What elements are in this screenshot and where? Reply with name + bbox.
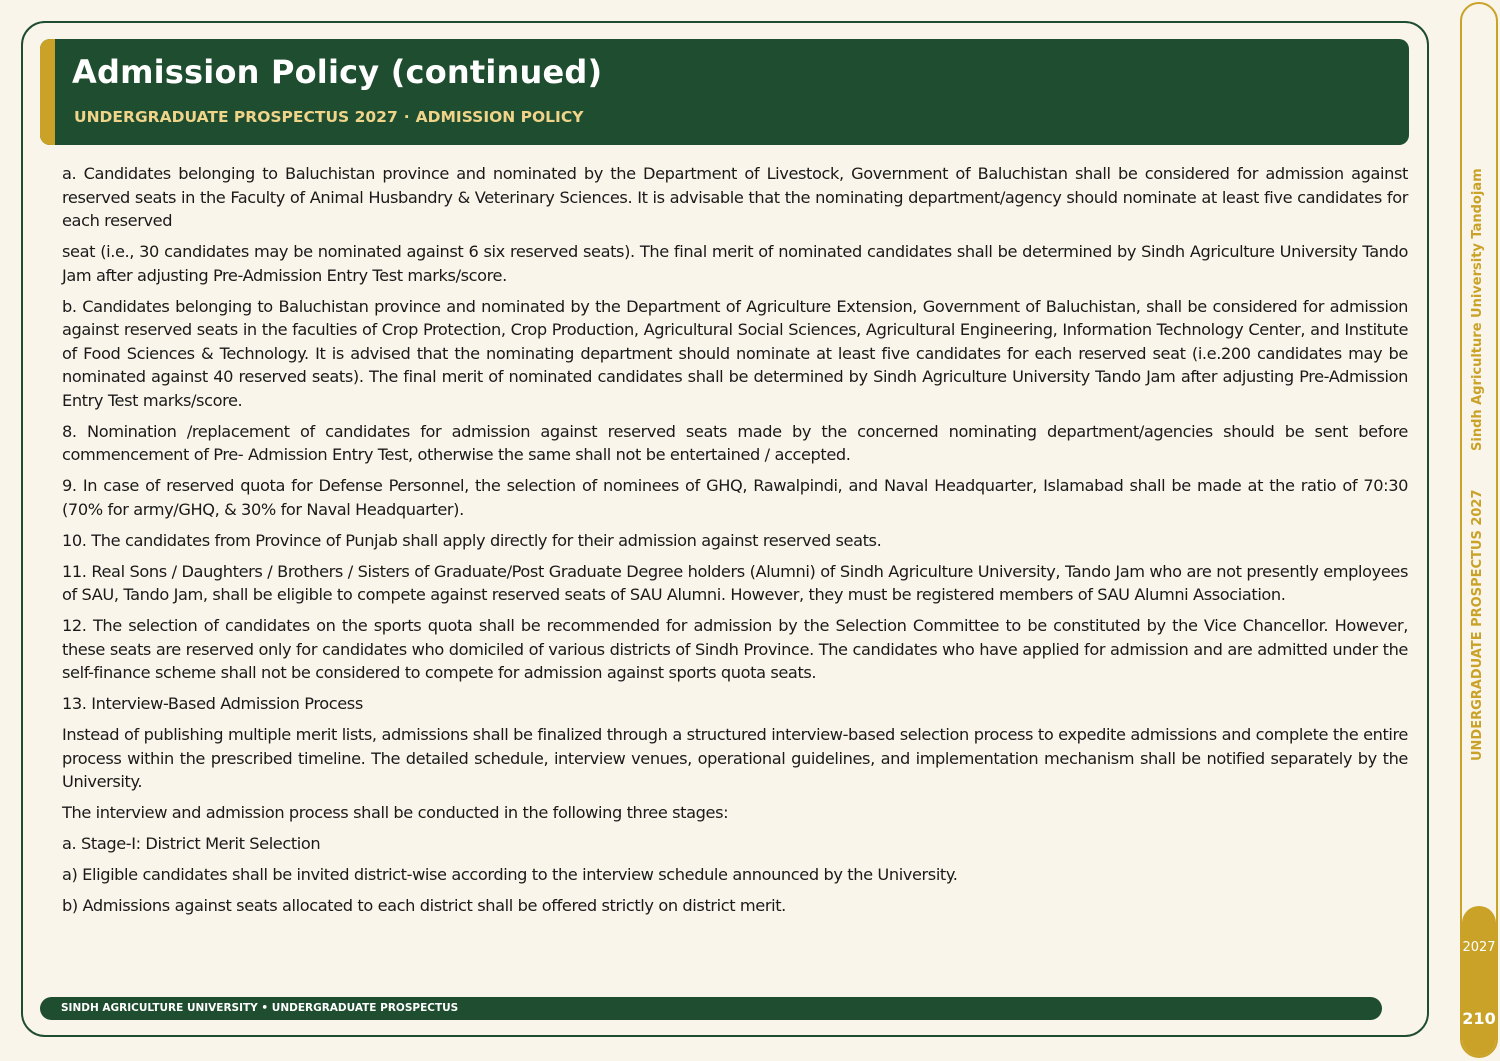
policy-paragraph: 8. Nomination /replacement of candidates for admission against reserved seats made by the concerned nominating department/agencies should be sent before commencement of Pre- Admission Entry Test, otherwise the same shall not be entertained / accepted.: [62, 421, 1408, 465]
side-tab-page-block: [1462, 906, 1496, 1058]
policy-paragraph: 12. The selection of candidates on the sports quota shall be recommended for admission by the Selection Committee to be constituted by the Vice Chancellor. However, these seats are reserved only for candidates who domiciled of various districts of Sindh Province. The candidates who have applied for admission and are admitted under the self-finance scheme shall not be considered to compete for admission against sports quota seats.: [62, 616, 1408, 683]
policy-paragraph: 11. Real Sons / Daughters / Brothers / Sisters of Graduate/Post Graduate Degree holders (Alumni) of Sindh Agriculture University, Tando Jam who are not presently employees of SAU, Tando Jam, shall be eligible to compete against reserved seats of SAU Alumni. However, they must be registered members of SAU Alumni Association.: [62, 561, 1408, 605]
side-prospectus-label: UNDERGRADUATE PROSPECTUS 2027: [1470, 489, 1485, 761]
policy-paragraph: The interview and admission process shall be conducted in the following three stages:: [62, 803, 729, 823]
policy-body: [62, 162, 1408, 925]
policy-paragraph: b) Admissions against seats allocated to each district shall be offered strictly on district merit.: [62, 895, 786, 915]
subtitle-section: ADMISSION POLICY: [415, 108, 584, 126]
policy-paragraph: b. Candidates belonging to Baluchistan province and nominated by the Department of Agriculture Extension, Government of Baluchistan, shall be considered for admission against reserved seats in the faculties of Crop Protection, Crop Production, Agricultural Social Sciences, Agricultural Engineering, Information Technology Center, and Institute of Food Sciences & Technology. It is advised that the nominating department should nominate at least five candidates for each reserved seat (i.e.200 candidates may be nominated against 40 reserved seats). The final merit of nominated candidates shall be determined by Sindh Agriculture University Tando Jam after adjusting Pre-Admission Entry Test marks/score.: [62, 296, 1408, 410]
policy-paragraph: a. Stage-I: District Merit Selection: [62, 834, 321, 854]
side-university-name: Sindh Agriculture University Tandojam: [1470, 168, 1485, 451]
footer-label: SINDH AGRICULTURE UNIVERSITY • UNDERGRADUATE PROSPECTUS: [61, 1002, 459, 1014]
policy-paragraph: 13. Interview-Based Admission Process: [62, 694, 363, 714]
page-title: Admission Policy (continued): [72, 53, 603, 91]
footer-bar: [40, 997, 1382, 1020]
policy-paragraph: a. Candidates belonging to Baluchistan province and nominated by the Department of Livestock, Government of Baluchistan shall be considered for admission against reserved seats in the Faculty of Animal Husbandry & Veterinary Sciences. It is advisable that the nominating department/agency should nominate at least five candidates for each reserved: [62, 164, 1408, 231]
policy-paragraph: 10. The candidates from Province of Punjab shall apply directly for their admission against reserved seats.: [62, 530, 882, 550]
subtitle-separator: ·: [403, 108, 410, 126]
policy-paragraph: Instead of publishing multiple merit lists, admissions shall be finalized through a structured interview-based selection process to expedite admissions and complete the entire process within the prescribed timeline. The detailed schedule, interview venues, operational guidelines, and implementation mechanism shall be notified separately by the University.: [62, 725, 1408, 792]
side-year: 2027: [1462, 940, 1496, 955]
page-header: [40, 39, 1409, 145]
policy-paragraph: a) Eligible candidates shall be invited district-wise according to the interview schedule announced by the University.: [62, 865, 958, 884]
policy-paragraph: seat (i.e., 30 candidates may be nominated against 6 six reserved seats). The final merit of nominated candidates shall be determined by Sindh Agriculture University Tando Jam after adjusting Pre-Admission Entry Test marks/score.: [62, 242, 1408, 285]
policy-paragraph: 9. In case of reserved quota for Defense Personnel, the selection of nominees of GHQ, Rawalpindi, and Naval Headquarter, Islamabad shall be made at the ratio of 70:30 (70% for army/GHQ, & 30% for Naval Headquarter).: [62, 476, 1408, 519]
page-subtitle: [74, 108, 583, 126]
subtitle-prospectus: UNDERGRADUATE PROSPECTUS 2027: [74, 108, 398, 126]
header-accent-bar: [40, 39, 55, 145]
page-number: 210: [1462, 1009, 1496, 1028]
